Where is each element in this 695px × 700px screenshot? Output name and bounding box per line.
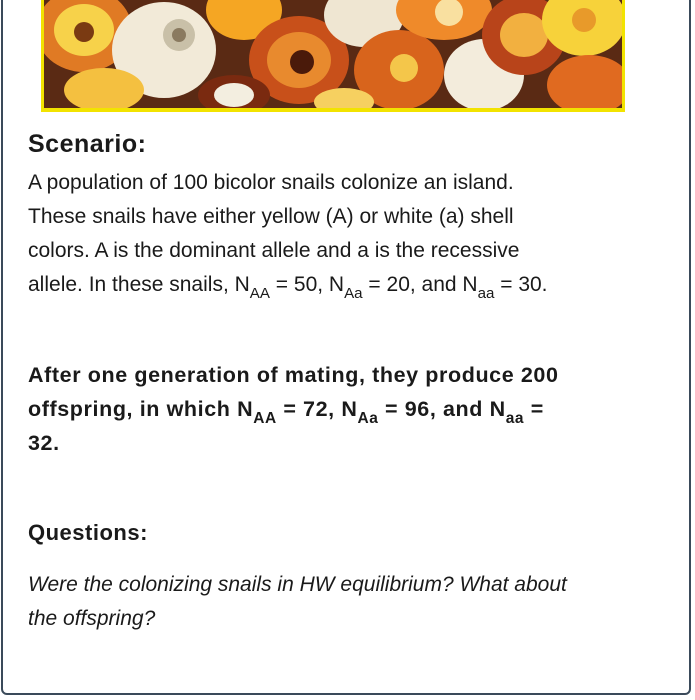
content-card — [1, 0, 691, 695]
scenario-line-1: A population of 100 bicolor snails colonize an island. — [28, 171, 514, 194]
snail-shells-image — [41, 0, 625, 112]
snail-shells-icon — [44, 0, 622, 108]
scenario-line-4-prefix: allele. In these snails, N — [28, 273, 250, 296]
offspring-line-1: After one generation of mating, they produce 200 — [28, 363, 559, 387]
subscript-aa: aa — [477, 284, 495, 302]
offspring-line-3: 32. — [28, 431, 60, 455]
offspring-eq-2: = 96, and N — [378, 397, 506, 421]
scenario-eq-3: = 30. — [494, 273, 548, 296]
offspring-paragraph — [28, 358, 658, 460]
question-line-1: Were the colonizing snails in HW equilibrium? What about — [28, 573, 567, 596]
question-line-2: the offspring? — [28, 607, 156, 630]
offspring-subscript-AA: AA — [253, 409, 277, 427]
offspring-eq-1: = 72, N — [276, 397, 358, 421]
offspring-subscript-aa: aa — [505, 409, 525, 427]
scenario-eq-1: = 50, N — [269, 273, 345, 296]
questions-heading: Questions: — [28, 520, 148, 545]
scenario-line-4 — [28, 268, 658, 302]
scenario-line-2: These snails have either yellow (A) or white (a) shell — [28, 205, 514, 228]
question-text — [28, 568, 658, 636]
offspring-line-2-prefix: offspring, in which N — [28, 397, 254, 421]
scenario-line-3: colors. A is the dominant allele and a is the recessive — [28, 239, 520, 262]
scenario-paragraph — [28, 166, 658, 302]
subscript-Aa: Aa — [344, 284, 363, 302]
scenario-heading: Scenario: — [28, 130, 147, 158]
offspring-subscript-Aa: Aa — [357, 409, 379, 427]
scenario-eq-2: = 20, and N — [362, 273, 478, 296]
subscript-AA: AA — [249, 284, 270, 302]
offspring-eq-3: = — [524, 397, 544, 421]
offspring-line-2 — [28, 392, 658, 426]
